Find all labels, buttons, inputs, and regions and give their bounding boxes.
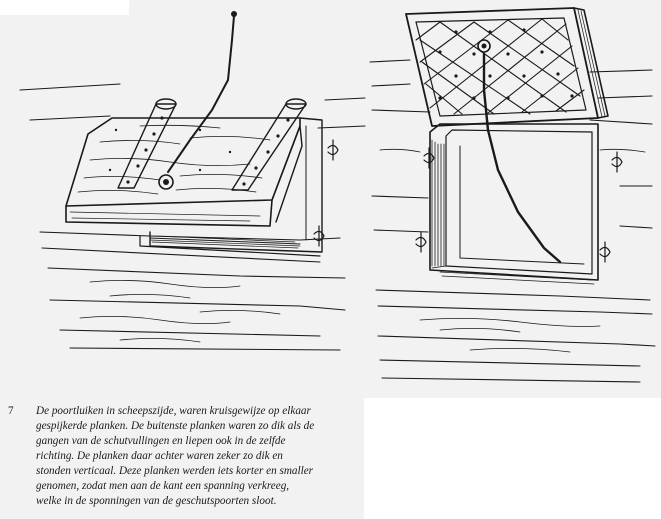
figure-caption (0, 404, 364, 516)
blank-area (364, 398, 661, 519)
caption-line: stonden verticaal. Deze planken werden iets korter en smaller (36, 465, 314, 477)
caption-line: De poortluiken in scheepszijde, waren kruisgewijze op elkaar (36, 405, 311, 417)
caption-text (36, 404, 362, 509)
right-drawing (370, 8, 655, 382)
left-drawing (20, 11, 365, 350)
caption-line: genomen, zodat men aan de kant een spanning verkreeg, (36, 480, 290, 492)
caption-line: gangen van de schutvullingen en liepen ook in de zelfde (36, 435, 286, 447)
caption-line: welke in de sponningen van de geschutspoorten sloot. (36, 495, 277, 507)
figure-number: 7 (8, 405, 14, 417)
caption-line: richting. De planken daar achter waren zeker zo dik en (36, 450, 283, 462)
caption-line: gespijkerde planken. De buitenste planken waren zo dik als de (36, 420, 315, 432)
